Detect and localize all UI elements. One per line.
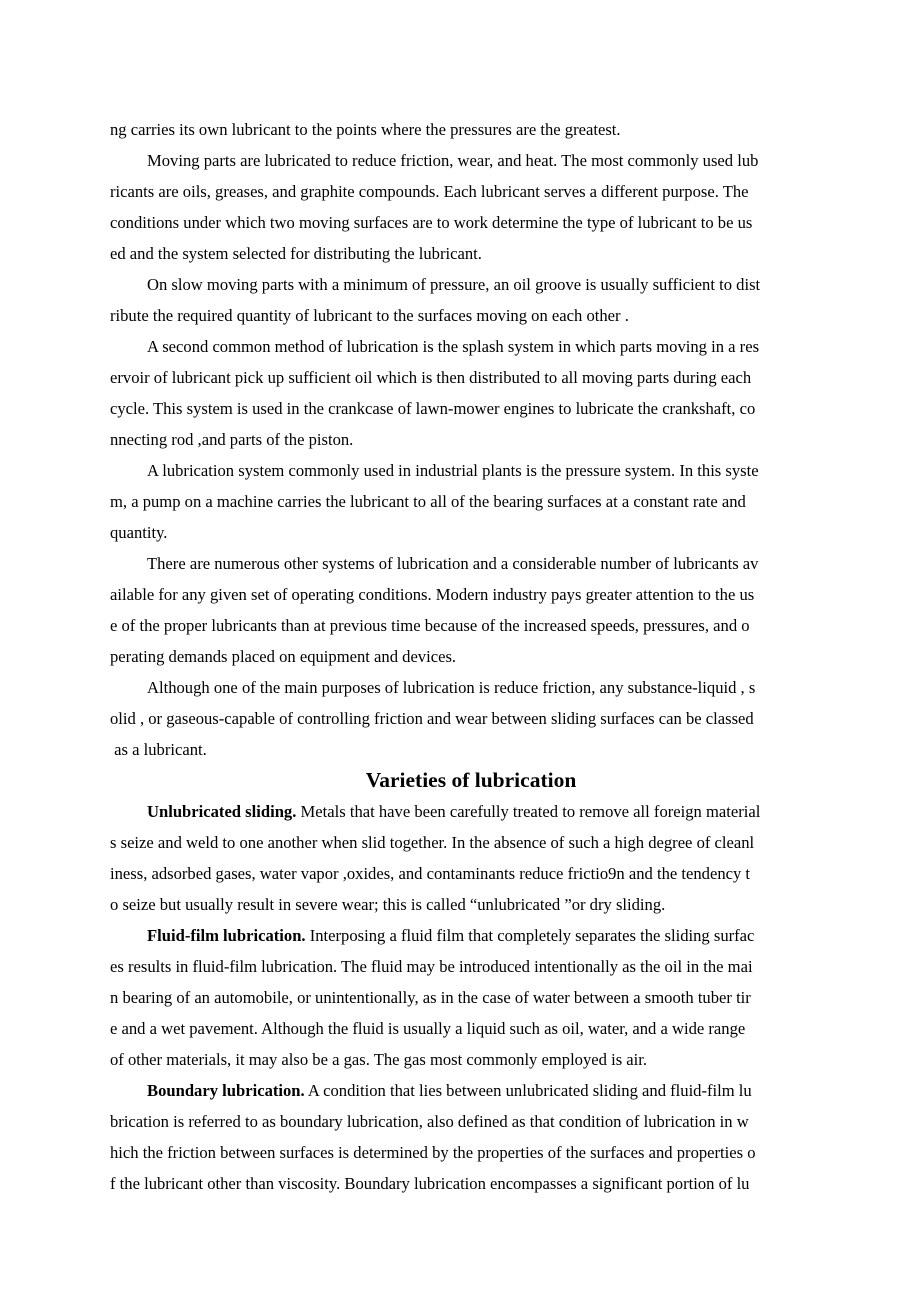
text-line: There are numerous other systems of lubrication and a considerable number of lubricants av xyxy=(147,554,759,573)
term-label: Fluid-film lubrication. xyxy=(147,926,306,945)
paragraph-boundary-lubrication xyxy=(110,1075,832,1199)
paragraph-fluid-film-lubrication xyxy=(110,920,832,1075)
text-line: iness, adsorbed gases, water vapor ,oxides, and contaminants reduce frictio9n and the tendency t xyxy=(110,864,751,883)
text-line: quantity. xyxy=(110,523,168,542)
text-line: On slow moving parts with a minimum of pressure, an oil groove is usually sufficient to dist xyxy=(147,275,761,294)
text-line: Moving parts are lubricated to reduce friction, wear, and heat. The most commonly used lub xyxy=(147,151,759,170)
text-line: olid , or gaseous-capable of controlling friction and wear between sliding surfaces can be classed xyxy=(110,709,754,728)
text-line: as a lubricant. xyxy=(110,740,207,759)
section-heading: Varieties of lubrication xyxy=(365,768,577,792)
text-line: o seize but usually result in severe wear; this is called “unlubricated ”or dry sliding. xyxy=(110,895,666,914)
text-line xyxy=(110,920,832,951)
document-page xyxy=(110,114,832,1199)
text-line: ed and the system selected for distributing the lubricant. xyxy=(110,244,482,263)
text-line: ricants are oils, greases, and graphite compounds. Each lubricant serves a different purpose. The xyxy=(110,182,749,201)
text-line: brication is referred to as boundary lubrication, also defined as that condition of lubrication in w xyxy=(110,1112,749,1131)
text-line xyxy=(110,796,832,827)
text-line: A second common method of lubrication is the splash system in which parts moving in a res xyxy=(147,337,760,356)
text-line: hich the friction between surfaces is determined by the properties of the surfaces and properties o xyxy=(110,1143,756,1162)
text-line: Although one of the main purposes of lubrication is reduce friction, any substance-liquid , s xyxy=(147,678,756,697)
paragraph-oil-groove xyxy=(110,269,832,331)
text-run: Interposing a fluid film that completely separates the sliding surfac xyxy=(305,926,755,945)
text-line: f the lubricant other than viscosity. Boundary lubrication encompasses a significant portion of lu xyxy=(110,1174,750,1193)
text-line: e and a wet pavement. Although the fluid is usually a liquid such as oil, water, and a wide range xyxy=(110,1019,746,1038)
text-line: ervoir of lubricant pick up sufficient oil which is then distributed to all moving parts during each xyxy=(110,368,752,387)
paragraph-lubricant-types xyxy=(110,145,832,269)
paragraph-other-systems xyxy=(110,548,832,672)
text-line xyxy=(110,1075,832,1106)
paragraph-splash-system xyxy=(110,331,832,455)
text-line: es results in fluid-film lubrication. The fluid may be introduced intentionally as the oil in the mai xyxy=(110,957,753,976)
paragraph-pressure-system xyxy=(110,455,832,548)
text-line: s seize and weld to one another when slid together. In the absence of such a high degree of cleanl xyxy=(110,833,755,852)
term-label: Boundary lubrication. xyxy=(147,1081,305,1100)
text-line: ribute the required quantity of lubricant to the surfaces moving on each other . xyxy=(110,306,629,325)
text-line: conditions under which two moving surfaces are to work determine the type of lubricant to be us xyxy=(110,213,753,232)
text-line: ng carries its own lubricant to the points where the pressures are the greatest. xyxy=(110,120,621,139)
text-line: of other materials, it may also be a gas. The gas most commonly employed is air. xyxy=(110,1050,648,1069)
text-line: cycle. This system is used in the crankcase of lawn-mower engines to lubricate the crankshaft, co xyxy=(110,399,756,418)
text-line: ailable for any given set of operating conditions. Modern industry pays greater attention to the us xyxy=(110,585,755,604)
text-line: m, a pump on a machine carries the lubricant to all of the bearing surfaces at a constant rate and xyxy=(110,492,746,511)
paragraph-lubricant-definition xyxy=(110,672,832,765)
text-line: e of the proper lubricants than at previous time because of the increased speeds, pressures, and o xyxy=(110,616,750,635)
text-line: n bearing of an automobile, or unintentionally, as in the case of water between a smooth tuber tir xyxy=(110,988,751,1007)
text-line: perating demands placed on equipment and devices. xyxy=(110,647,457,666)
text-line: nnecting rod ,and parts of the piston. xyxy=(110,430,354,449)
paragraph-unlubricated-sliding xyxy=(110,796,832,920)
text-run: Metals that have been carefully treated to remove all foreign material xyxy=(296,802,761,821)
text-line: A lubrication system commonly used in industrial plants is the pressure system. In this syste xyxy=(147,461,759,480)
term-label: Unlubricated sliding. xyxy=(147,802,297,821)
text-run: A condition that lies between unlubricated sliding and fluid-film lu xyxy=(304,1081,752,1100)
